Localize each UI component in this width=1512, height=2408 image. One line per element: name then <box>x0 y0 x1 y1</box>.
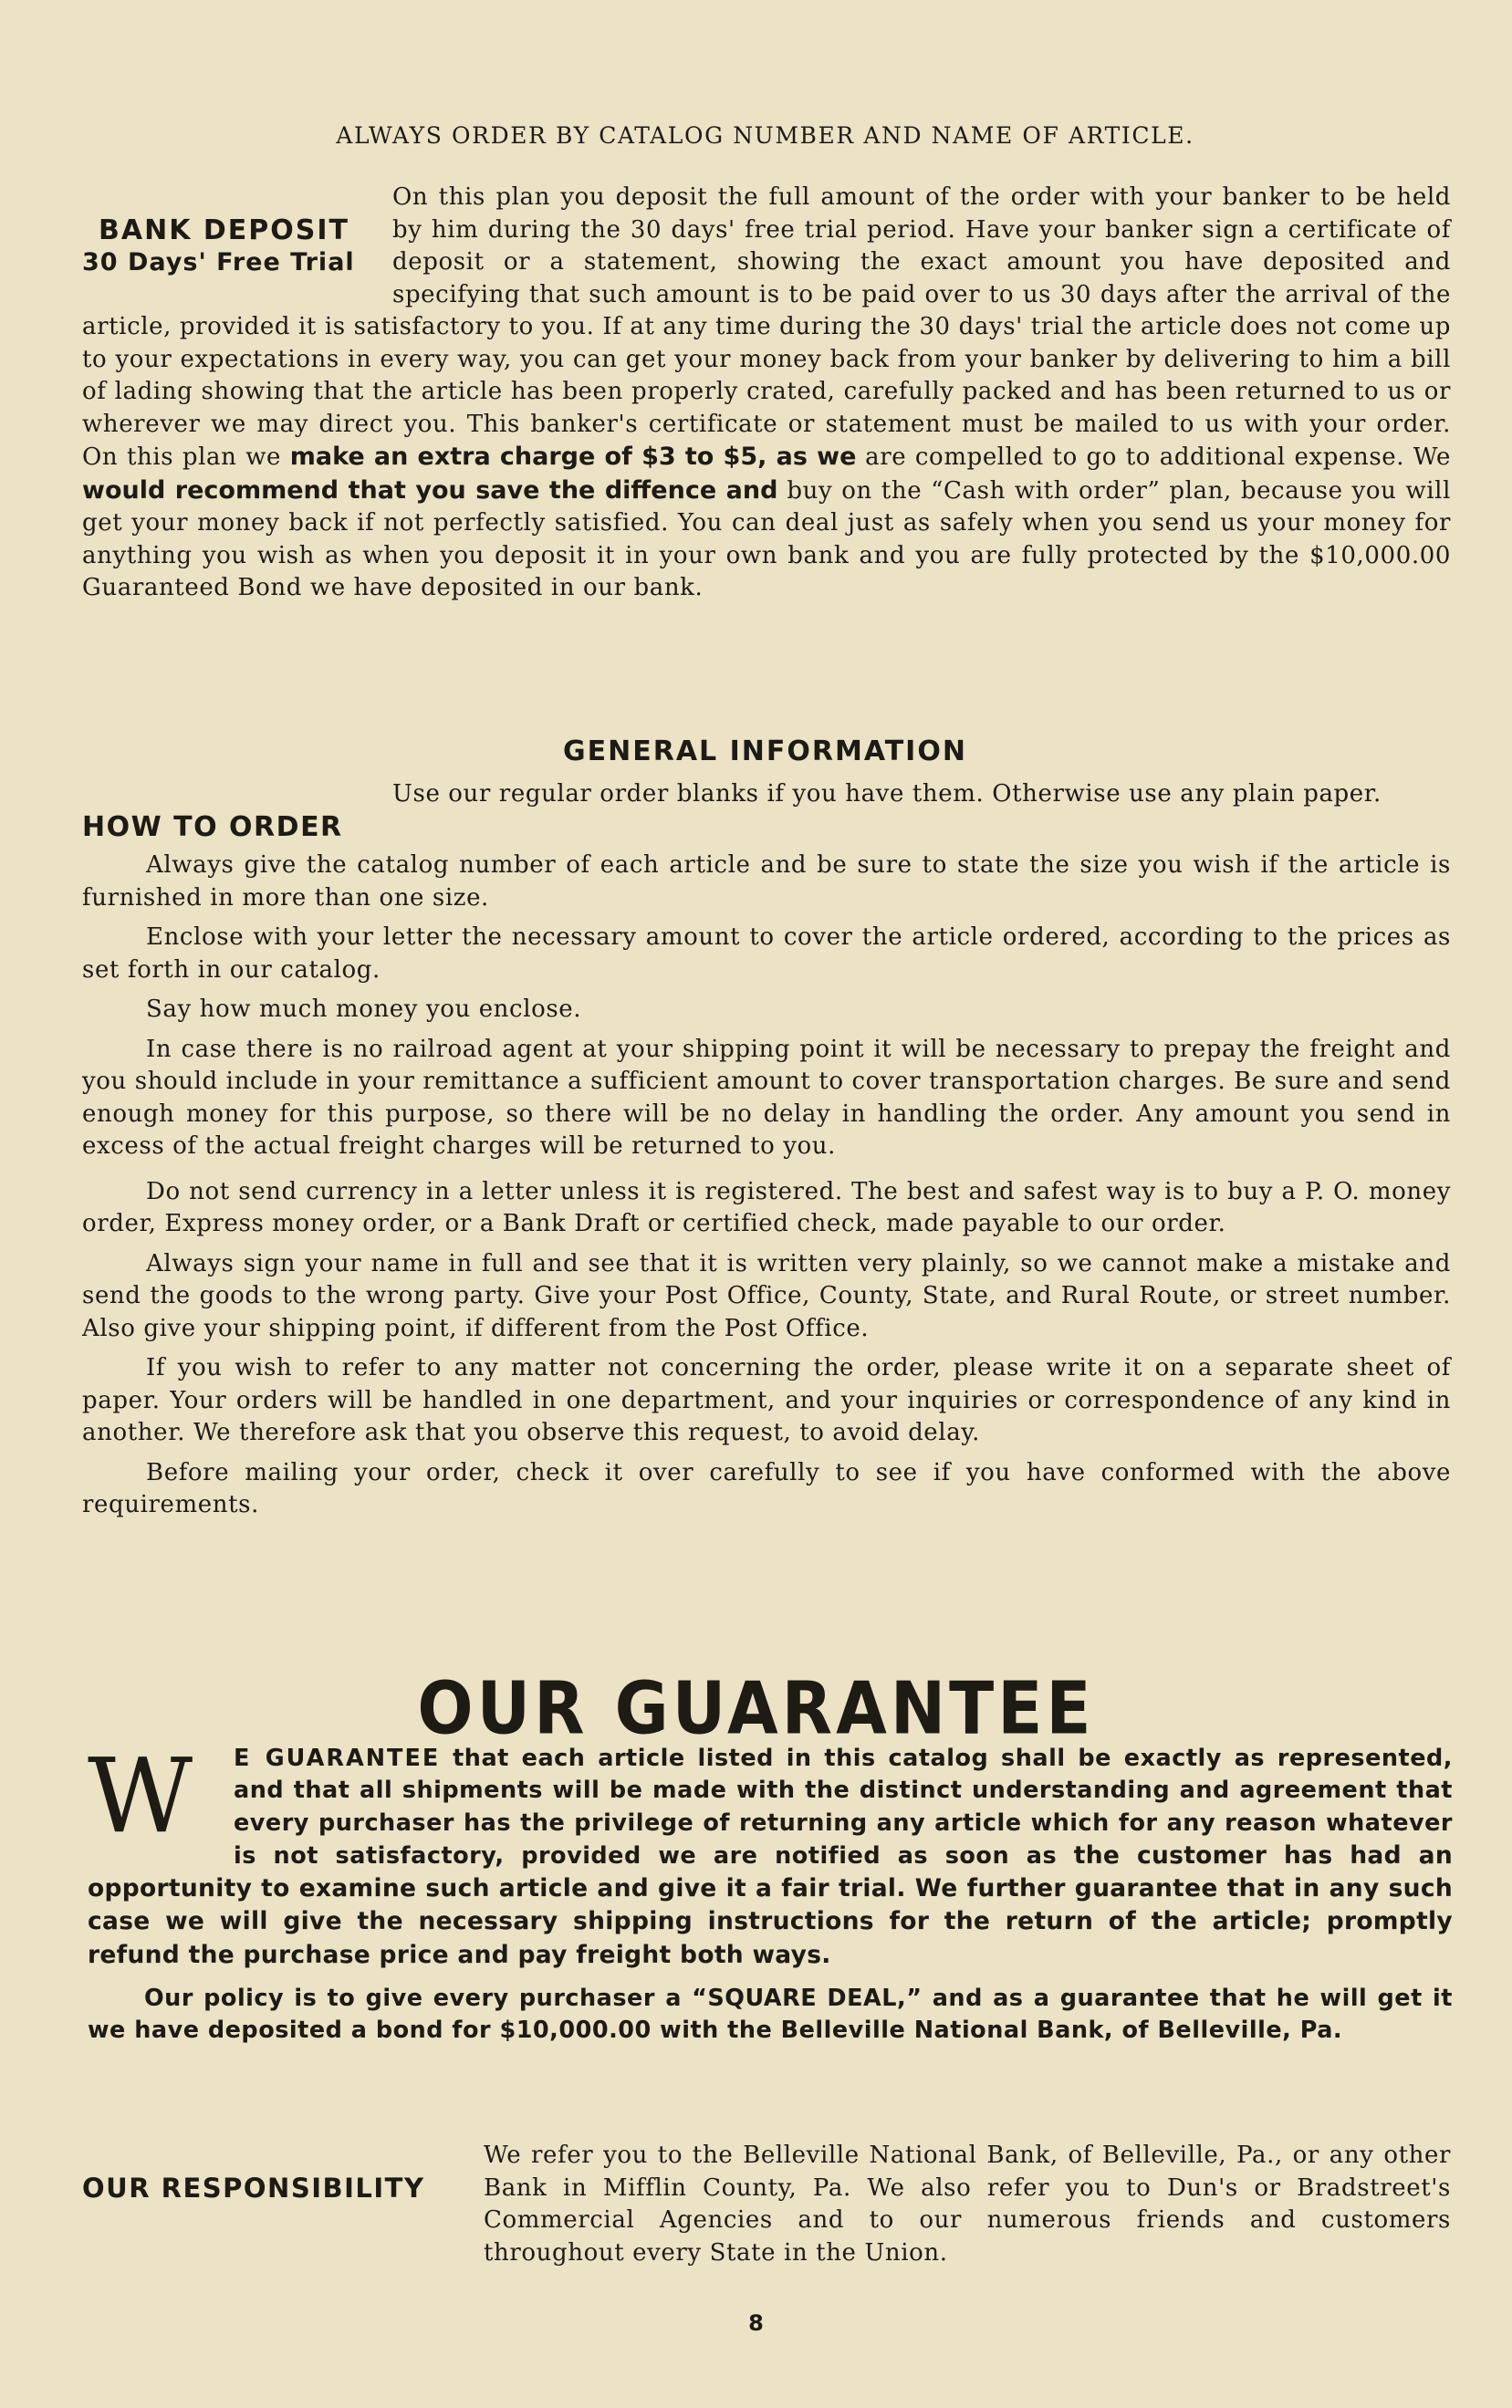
bank-deposit-title: BANK DEPOSIT <box>99 214 350 246</box>
responsibility-section <box>82 2140 1451 2269</box>
general-information-title: GENERAL INFORMATION <box>563 735 967 767</box>
info-paragraph-8: Before mailing your order, check it over carefully to see if you have conformed with the above requirements. <box>82 1458 1451 1518</box>
guarantee-section <box>88 1737 1453 2048</box>
order-instruction-header: ALWAYS ORDER BY CATALOG NUMBER AND NAME OF ARTICLE. <box>336 122 1194 149</box>
guarantee-text <box>88 1737 1453 1972</box>
info-paragraph-7: If you wish to refer to any matter not concerning the order, please write it on a separate sheet of paper. Your orders will be handled in one department, and your inquiries or correspondence of any kind in another. We therefore ask that you observe this request, to avoid delay. <box>82 1354 1451 1446</box>
guarantee-drop-cap: W <box>88 1737 193 1856</box>
responsibility-label <box>82 2140 484 2267</box>
info-paragraph-2: Enclose with your letter the necessary amount to cover the article ordered, according to the prices as set forth in our catalog. <box>82 923 1451 984</box>
guarantee-body-heavy: the customer has had an opportunity to examine such article and give it a fair trial. We further guarantee that in any such case we will give the necessary shipping instructions for the return of the article; promptly refund the purchase price and pay freight both ways. <box>88 1840 1453 1969</box>
bank-deposit-label <box>82 182 392 311</box>
bank-deposit-emphasis-1: make an extra charge of $3 to $5, as we <box>289 443 857 471</box>
responsibility-title: OUR RESPONSIBILITY <box>82 2173 425 2204</box>
how-to-order-text: Use our regular order blanks if you have them. Otherwise use any plain paper. <box>392 780 1382 808</box>
info-paragraph-3: Say how much money you enclose. <box>146 996 582 1023</box>
bank-deposit-section <box>82 182 1451 605</box>
guarantee-body: that each article listed in this catalog shall be exactly as represented, and that all shipments will be made with the distinct understanding and agreement that every purchaser has the privilege of returning any article which for any reason whatever is not satisfactory, provided we are notified as soon as <box>234 1745 1453 1870</box>
bank-deposit-text-c: buy on the “Cash with order” plan, because you will get your money back if not perfectly satisfied. You can deal just as safely when you send us your money for anything you wish as when you deposit it in your own bank and you are fully protected by the $10,000.00 Guaranteed Bond we have deposited in our bank. <box>82 476 1452 601</box>
info-paragraph-6: Always sign your name in full and see that it is written very plainly, so we cannot make a mistake and send the goods to the wrong party. Give your Post Office, County, State, and Rural Route, or street number. Also give your shipping point, if different from the Post Office. <box>82 1249 1451 1342</box>
bank-deposit-text-a: On this plan you deposit the full amount of the order with your banker to be held by him during the 30 days' free trial period. Have your banker sign a certificate of deposit or a statement, showing the exact amount you have deposited and specifying that such amount is to be paid over to us 30 days after the arrival of the article, provided it is satisfactory to you. If at any time during the 30 days' trial the article does not come up to your expectations in every way, you can get your money back from your banker by delivering to him a bill of lading showing that the article has been properly crated, carefully packed and has been returned to us or wherever we may direct you. This banker's certificate or statement must be mailed to us with your order. On this plan we <box>82 183 1451 471</box>
guarantee-title: OUR GUARANTEE <box>417 1665 1095 1751</box>
bank-deposit-text-b: are compelled to go to additional expense. We <box>865 443 1451 471</box>
info-paragraph-1: Always give the catalog number of each article and be sure to state the size you wish if the article is furnished in more than one size. <box>82 851 1451 912</box>
bank-deposit-subtitle: 30 Days' Free Trial <box>82 248 355 276</box>
info-paragraph-4: In case there is no railroad agent at your shipping point it will be necessary to prepay the freight and you should include in your remittance a sufficient amount to cover transportation charges. Be sure and send enough money for this purpose, so there will be no delay in handling the order. Any amount you send in excess of the actual freight charges will be returned to you. <box>82 1035 1451 1160</box>
page-number: 8 <box>748 2310 764 2336</box>
responsibility-text: We refer you to the Belleville National Bank, of Belleville, Pa., or any other Bank in Mifflin County, Pa. We also refer you to Dun's or Bradstreet's Commercial Agencies and to our numerous friends and customers throughout every State in the Union. <box>484 2142 1451 2267</box>
guarantee-lead: E GUARANTEE <box>234 1745 441 1772</box>
bank-deposit-emphasis-2: would recommend that you save the diffence and <box>82 475 778 505</box>
how-to-order-title: HOW TO ORDER <box>82 811 343 843</box>
how-to-order-label <box>82 778 392 844</box>
guarantee-policy: Our policy is to give every purchaser a “SQUARE DEAL,” and as a guarantee that he will get it we have deposited a bond for $10,000.00 with the Belleville National Bank, of Belleville, Pa. <box>88 1985 1453 2045</box>
info-paragraph-5: Do not send currency in a letter unless it is registered. The best and safest way is to buy a P. O. money order, Express money order, or a Bank Draft or certified check, made payable to our order. <box>82 1177 1451 1237</box>
general-information-section <box>82 778 1451 1522</box>
